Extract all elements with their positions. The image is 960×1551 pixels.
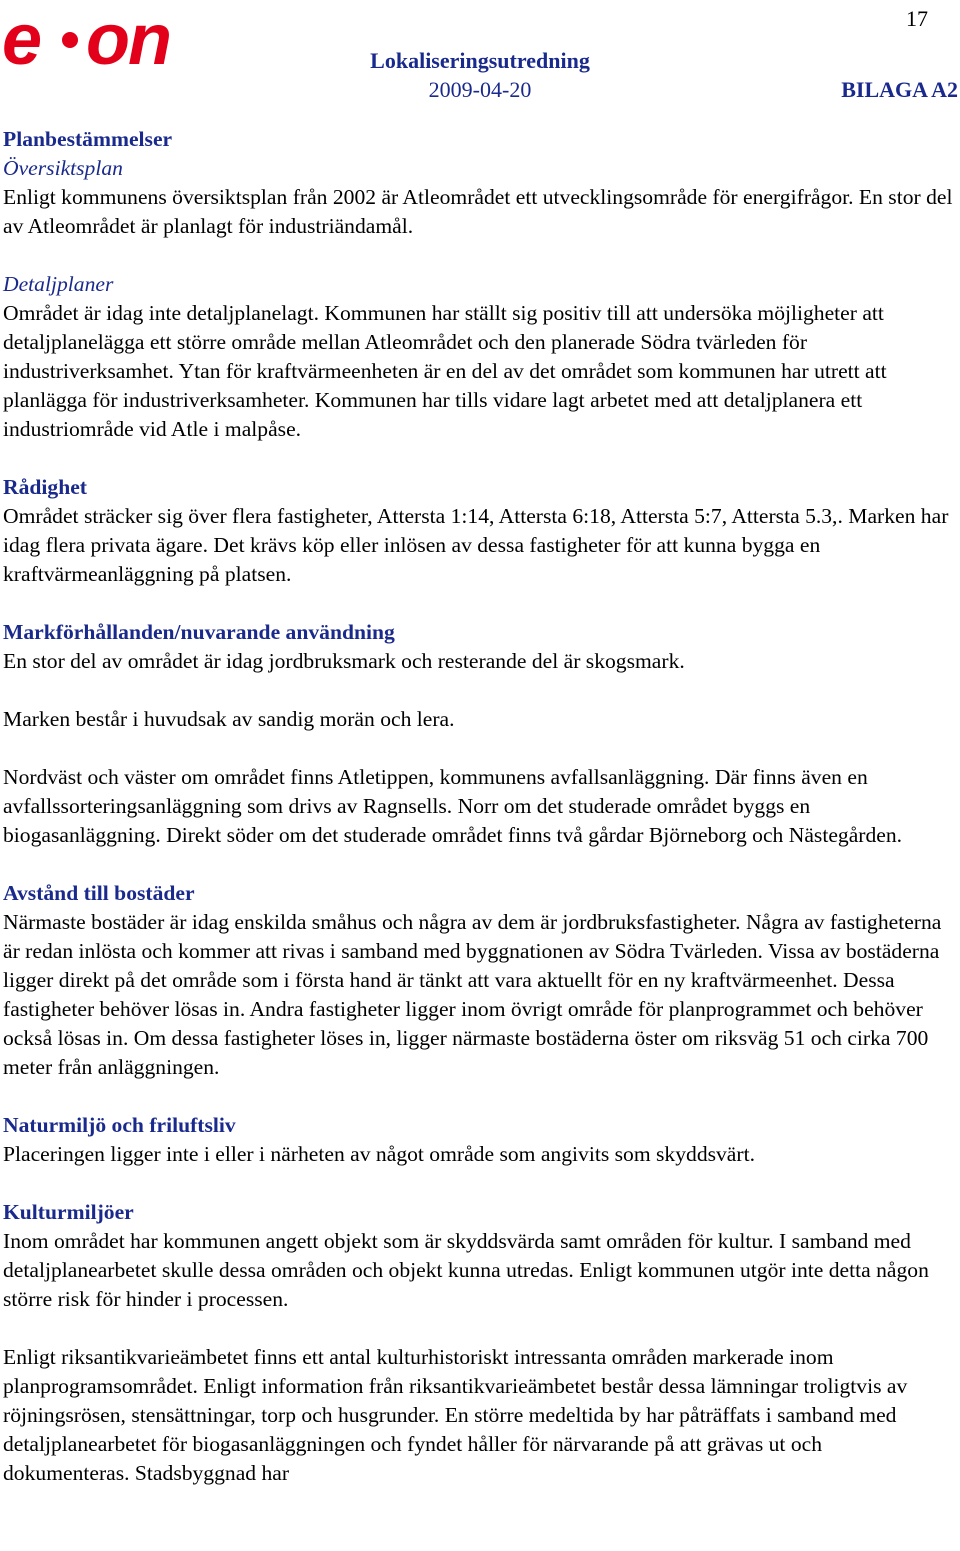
paragraph-kulturmiljoer-1: Inom området har kommunen angett objekt som är skyddsvärda samt områden för kultur. I samband med detaljplanearbetet skulle dessa områden och objekt kunna utredas. Enligt kommunen utgör inte detta någon större risk för hinder i processen. (3, 1229, 929, 1311)
section-heading-markforhallanden: Markförhållanden/nuvarande användning (3, 620, 395, 644)
paragraph-detaljplaner: Området är idag inte detaljplanelagt. Kommunen har ställt sig positiv till att undersöka möjligheter att detaljplanelägga ett större område mellan Atleområdet och den planerade Södra tvärleden för industriverksamhet. Ytan för kraftvärmeenheten är en del av det området som kommunen har utrett att planlägga för industriverksamheter. Kommunen har tills vidare lagt arbetet med att detaljplanera ett industriområde vid Atle i malpåse. (3, 301, 887, 441)
subheading-oversiktsplan: Översiktsplan (3, 156, 123, 180)
paragraph-avstand: Närmaste bostäder är idag enskilda småhus och några av dem är jordbruksfastigheter. Några av fastigheterna är redan inlösta och kommer att rivas i samband med byggnationen av Södra Tvärleden. Vissa av bostäderna ligger direkt på det område som i första hand är tänkt att vara aktuellt för en ny kraftvärmeenhet. Dessa fastigheter behöver lösas in. Andra fastigheter ligger inom övrigt område för planprogrammet och behöver också lösas in. Om dessa fastigheter löses in, ligger närmaste bostäderna öster om riksväg 51 och cirka 700 meter från anläggningen. (3, 910, 942, 1079)
paragraph-markforhallanden-3: Nordväst och väster om området finns Atletippen, kommunens avfallsanläggning. Där finns även en avfallssorteringsanläggning som drivs av Ragnsells. Norr om det studerade området byggs en biogasanläggning. Direkt söder om det studerade området finns två gårdar Björneborg och Nästegården. (3, 765, 903, 847)
svg-text:e: e (2, 0, 43, 76)
section-heading-naturmiljo: Naturmiljö och friluftsliv (3, 1113, 236, 1137)
document-body (3, 125, 953, 1488)
document-date: 2009-04-20 (428, 77, 532, 102)
document-title: Lokaliseringsutredning (370, 48, 590, 73)
section-heading-kulturmiljoer: Kulturmiljöer (3, 1200, 134, 1224)
section-heading-planbestammelser: Planbestämmelser (3, 127, 173, 151)
section-heading-radighet: Rådighet (3, 475, 87, 499)
section-heading-avstand: Avstånd till bostäder (3, 881, 195, 905)
paragraph-markforhallanden-1: En stor del av området är idag jordbruksmark och resterande del är skogsmark. (3, 649, 685, 673)
paragraph-markforhallanden-2: Marken består i huvudsak av sandig morän och lera. (3, 707, 455, 731)
page-number: 17 (906, 6, 928, 31)
appendix-label: BILAGA A2 (841, 77, 958, 102)
svg-text:on: on (86, 0, 170, 76)
paragraph-radighet: Området sträcker sig över flera fastigheter, Attersta 1:14, Attersta 6:18, Attersta 5:7, Attersta 5.3,. Marken har idag flera privata ägare. Det krävs köp eller inlösen av dessa fastigheter för att kunna bygga en kraftvärmeanläggning på platsen. (3, 504, 949, 586)
paragraph-kulturmiljoer-2: Enligt riksantikvarieämbetet finns ett antal kulturhistoriskt intressanta områden markerade inom planprogramsområdet. Enligt information från riksantikvarieämbetet består dessa lämningar troligtvis av röjningsrösen, stensättningar, torp och husgrunder. En större medeltida by har påträffats i samband med detaljplanearbetet för biogasanläggningen och fyndet håller för närvarande på att grävas ut och dokumenteras. Stadsbyggnad har (3, 1345, 908, 1485)
subheading-detaljplaner: Detaljplaner (3, 272, 114, 296)
paragraph-oversiktsplan: Enligt kommunens översiktsplan från 2002 är Atleområdet ett utvecklingsområde för energifrågor. En stor del av Atleområdet är planlagt för industriändamål. (3, 185, 953, 238)
paragraph-naturmiljo: Placeringen ligger inte i eller i närheten av något område som angivits som skyddsvärt. (3, 1142, 755, 1166)
